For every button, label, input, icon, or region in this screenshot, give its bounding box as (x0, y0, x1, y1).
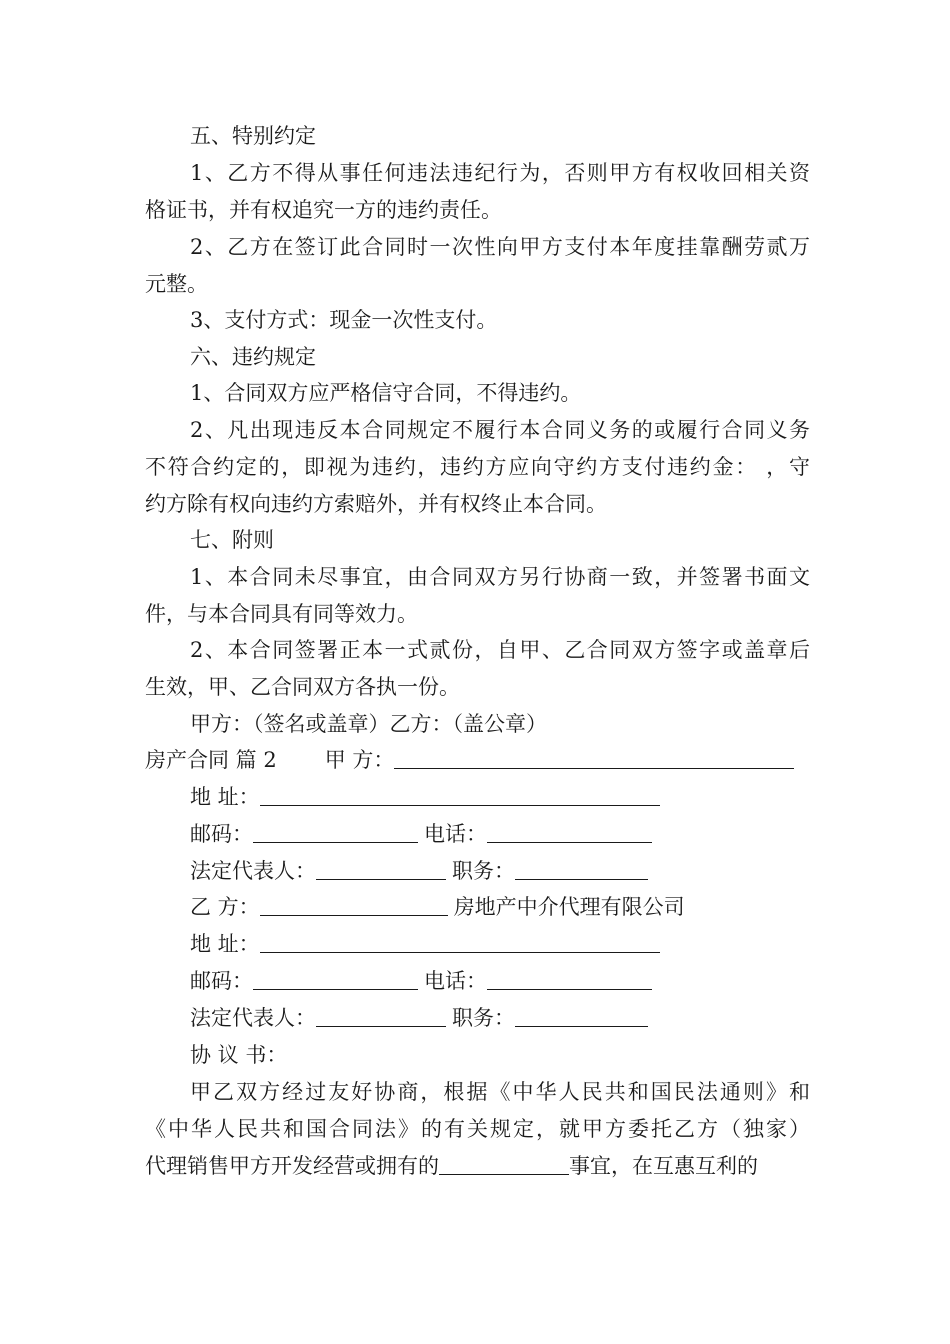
paragraph-line: 生效，甲、乙合同双方各执一份。 (145, 675, 460, 699)
party-a-name-blank (394, 742, 794, 769)
paragraph-line: 件，与本合同具有同等效力。 (145, 602, 418, 626)
party-a-address-row (190, 779, 810, 816)
position-label: 职务： (452, 1006, 515, 1030)
paragraph-line: 1、乙方不得从事任何违法违纪行为，否则甲方有权收回相关资 (190, 161, 810, 185)
address-label: 地 址： (190, 785, 260, 809)
paragraph-line: 格证书，并有权追究一方的违约责任。 (145, 198, 502, 222)
party-b-label: 乙 方： (190, 895, 260, 919)
postcode-label: 邮码： (190, 822, 253, 846)
legal-rep-label: 法定代表人： (190, 859, 316, 883)
party-a-rep-row (190, 853, 810, 890)
section-heading: 七、附则 (190, 528, 274, 552)
postcode-label: 邮码： (190, 969, 253, 993)
address-blank (260, 926, 660, 953)
paragraph-line (145, 1148, 810, 1185)
party-b-row (190, 889, 810, 926)
paragraph-line: 1、本合同未尽事宜，由合同双方另行协商一致，并签署书面文 (190, 565, 810, 589)
paragraph-line: 2、乙方在签订此合同时一次性向甲方支付本年度挂靠酬劳贰万 (190, 235, 810, 259)
address-label: 地 址： (190, 932, 260, 956)
position-label: 职务： (452, 859, 515, 883)
party-b-name-blank (260, 889, 448, 916)
paragraph-line: 1、合同双方应严格信守合同，不得违约。 (190, 381, 582, 405)
section-heading: 六、违约规定 (190, 345, 316, 369)
signature-line: 甲方：（签名或盖章）乙方：（盖公章） (190, 712, 547, 736)
part2-title-row (145, 742, 810, 779)
phone-blank (487, 816, 652, 843)
paragraph-line: 不符合约定的，即视为违约，违约方应向守约方支付违约金： ，守 (145, 455, 810, 479)
legal-rep-blank (316, 853, 446, 880)
paragraph-line: 《中华人民共和国合同法》的有关规定，就甲方委托乙方（独家） (145, 1117, 810, 1141)
paragraph-line: 2、凡出现违反本合同规定不履行本合同义务的或履行合同义务 (190, 418, 810, 442)
paragraph-line: 甲乙双方经过友好协商，根据《中华人民共和国民法通则》和 (190, 1080, 810, 1104)
paragraph-line: 约方除有权向违约方索赔外，并有权终止本合同。 (145, 492, 607, 516)
phone-label: 电话： (424, 822, 487, 846)
party-b-address-row (190, 926, 810, 963)
party-b-contact-row (190, 963, 810, 1000)
matter-blank (439, 1148, 569, 1175)
agreement-heading: 协 议 书： (190, 1043, 288, 1067)
legal-rep-blank (316, 1000, 446, 1027)
postcode-blank (253, 816, 418, 843)
address-blank (260, 779, 660, 806)
section-heading: 五、特别约定 (190, 124, 316, 148)
party-a-label: 甲 方： (324, 748, 395, 772)
party-b-company: 房地产中介代理有限公司 (453, 895, 685, 919)
phone-label: 电话： (424, 969, 487, 993)
phone-blank (487, 963, 652, 990)
party-b-rep-row (190, 1000, 810, 1037)
position-blank (515, 853, 648, 880)
position-blank (515, 1000, 648, 1027)
party-a-contact-row (190, 816, 810, 853)
paragraph-line: 元整。 (145, 272, 208, 296)
paragraph-text: 代理销售甲方开发经营或拥有的 (145, 1154, 439, 1178)
paragraph-line: 3、支付方式：现金一次性支付。 (190, 308, 498, 332)
paragraph-text: 事宜，在互惠互利的 (569, 1154, 758, 1178)
postcode-blank (253, 963, 418, 990)
paragraph-line: 2、本合同签署正本一式贰份，自甲、乙合同双方签字或盖章后 (190, 638, 810, 662)
legal-rep-label: 法定代表人： (190, 1006, 316, 1030)
part2-title: 房产合同 篇 2 (145, 748, 277, 772)
